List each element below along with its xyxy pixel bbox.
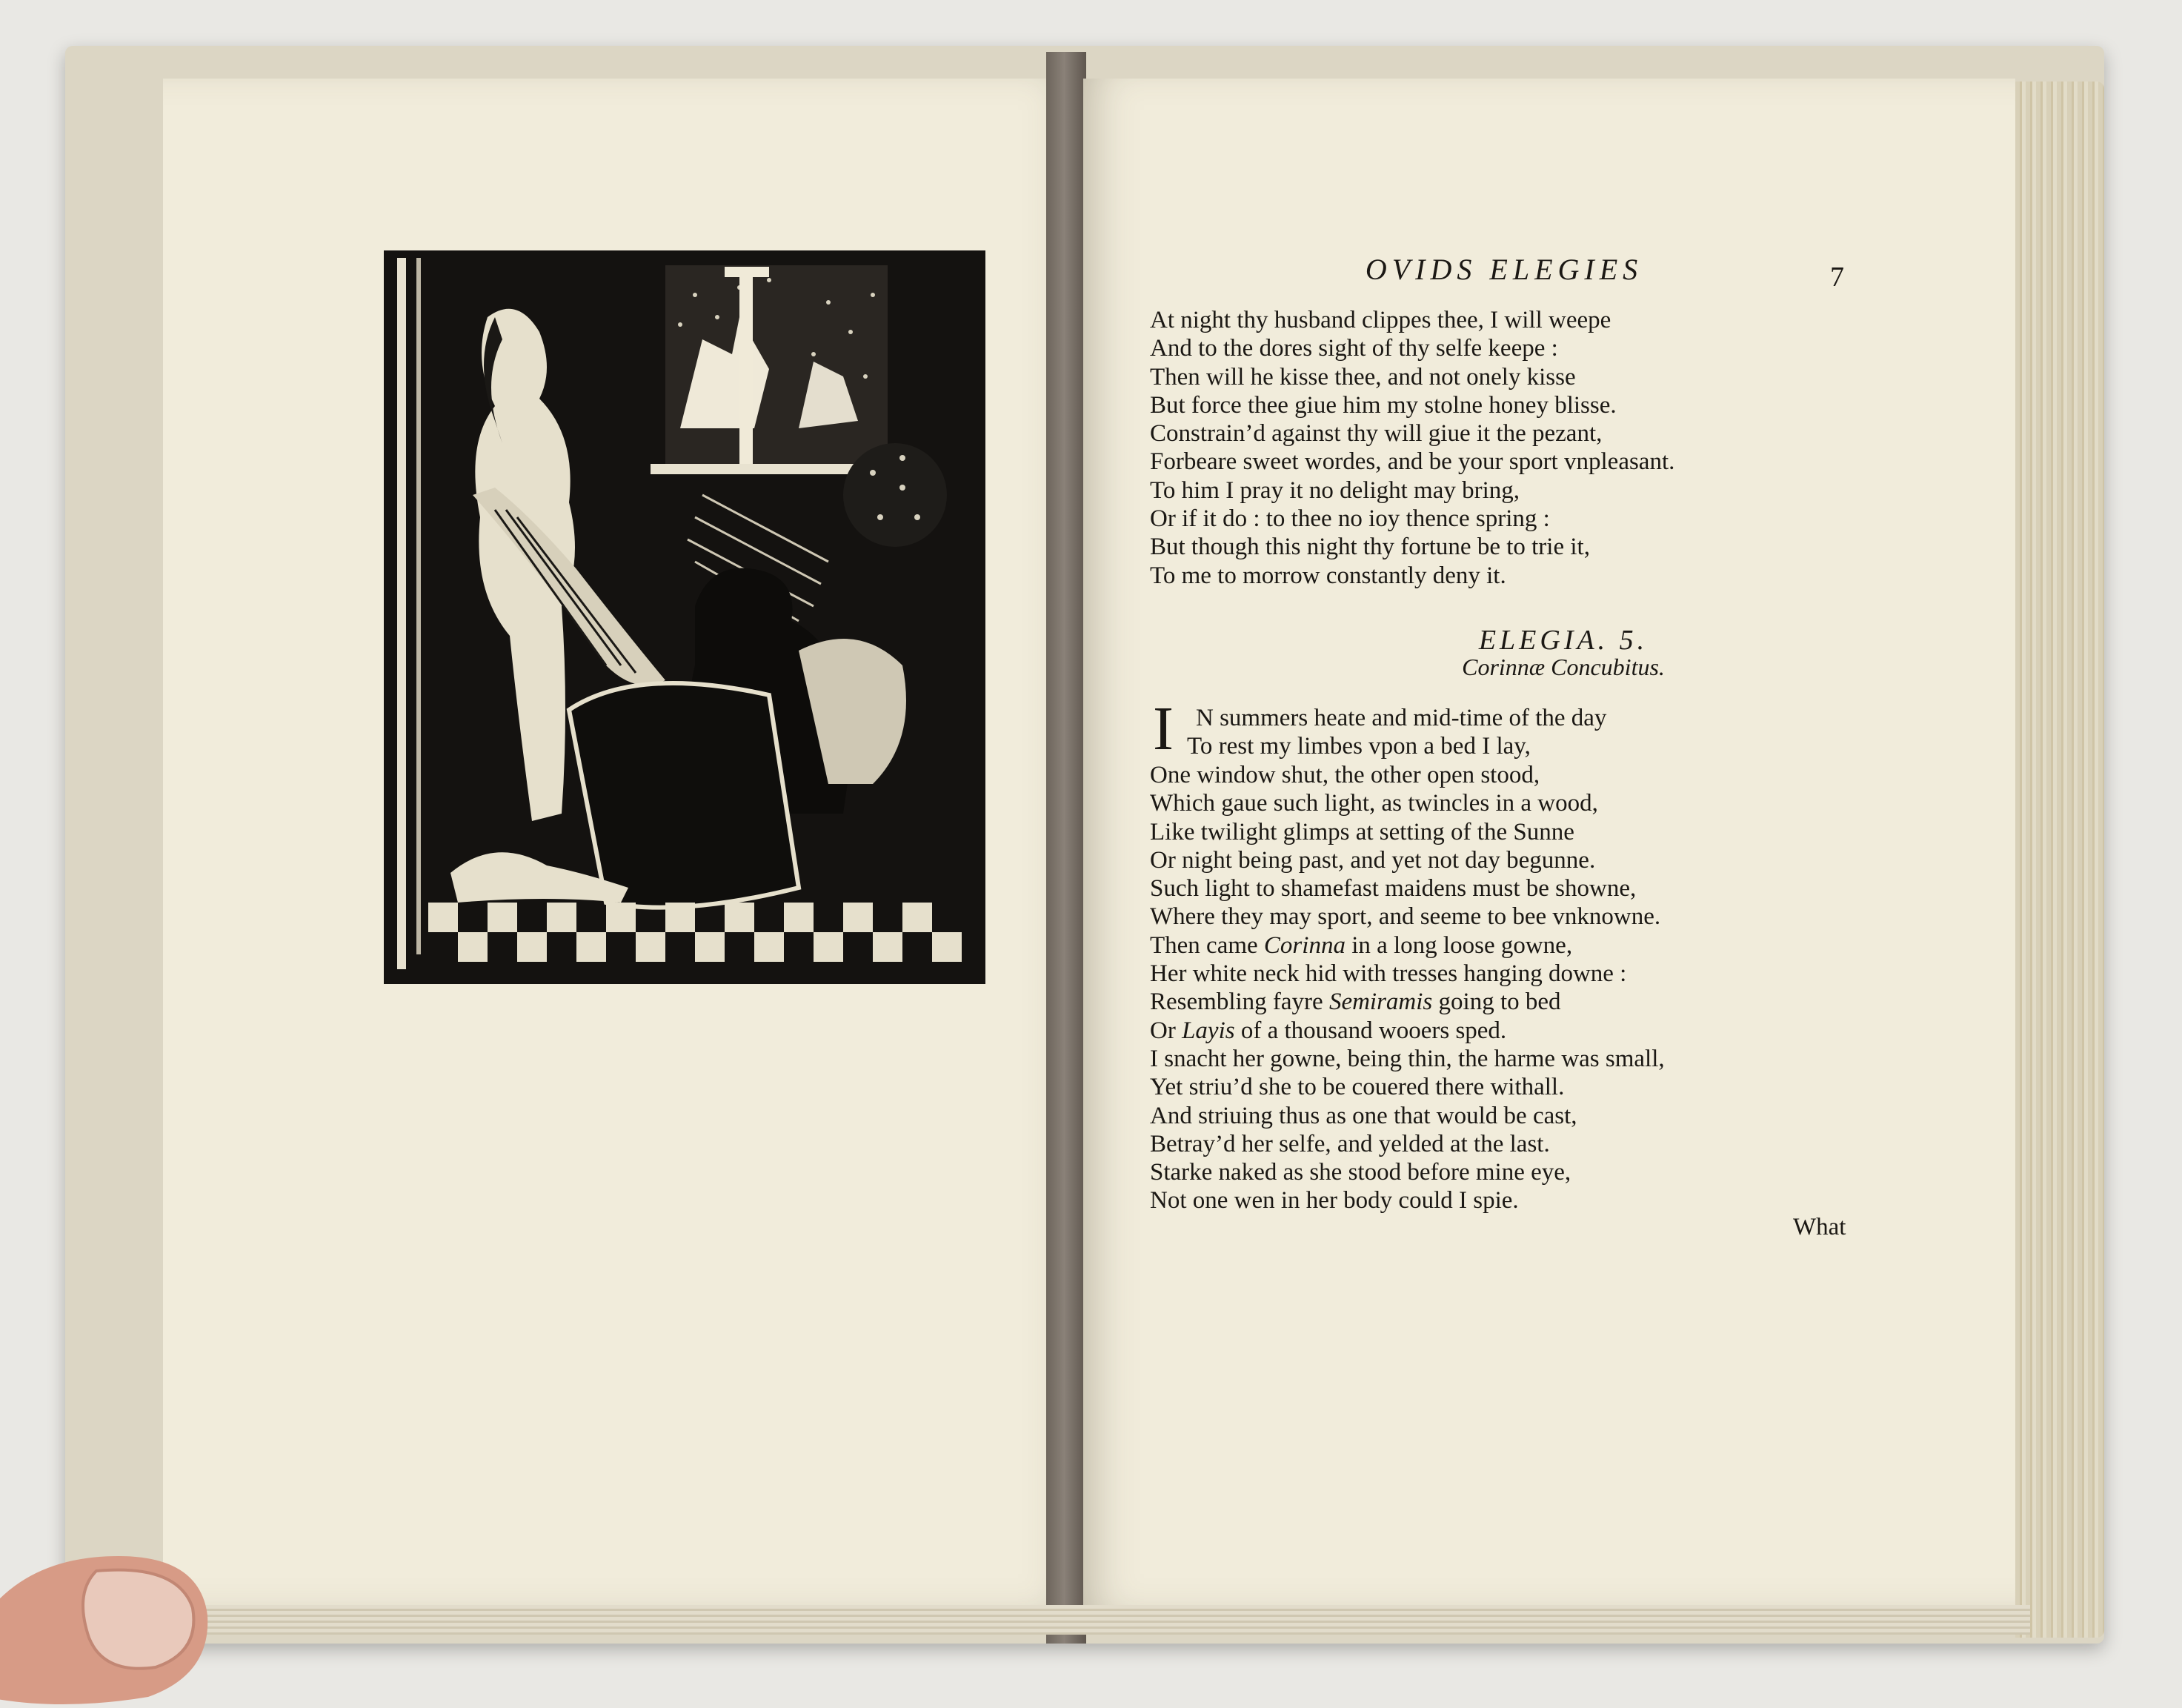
book-spine — [1046, 52, 1086, 1644]
verse-block-main — [1150, 761, 1965, 1215]
verse-line: Betray’d her selfe, and yelded at the last. — [1150, 1130, 1550, 1157]
verse-line: Or Layis of a thousand wooers sped. — [1150, 1017, 1507, 1044]
catchword: What — [1793, 1214, 1846, 1240]
verse-line: Then came Corinna in a long loose gowne, — [1150, 931, 1573, 959]
book-page-edges — [2015, 82, 2104, 1638]
book-bottom-edge — [141, 1605, 2030, 1635]
verse-line: Such light to shamefast maidens must be showne, — [1150, 875, 1637, 903]
verse-line: At night thy husband clippes thee, I will weepe — [1150, 307, 1611, 333]
elegy-heading: ELEGIA. 5. — [1478, 625, 1649, 656]
verse-line: To him I pray it no delight may bring, — [1150, 476, 1520, 504]
verse-line: But force thee giue him my stolne honey blisse. — [1150, 391, 1617, 419]
verse-line: And to the dores sight of thy selfe keepe : — [1150, 335, 1558, 362]
verse-line: To me to morrow constantly deny it. — [1150, 562, 1506, 589]
verse-line: Resembling fayre Semiramis going to bed — [1150, 988, 1561, 1016]
verse-line: One window shut, the other open stood, — [1150, 762, 1540, 788]
verse-line: Not one wen in her body could I spie. — [1150, 1187, 1519, 1214]
elegy-subheading: Corinnæ Concubitus. — [1462, 654, 1665, 680]
verse-line: I snacht her gowne, being thin, the harme was small, — [1150, 1045, 1665, 1072]
woodcut-illustration — [384, 250, 985, 984]
verse-line: Starke naked as she stood before mine eye, — [1150, 1159, 1571, 1186]
verse-line: Which gaue such light, as twincles in a wood, — [1150, 790, 1598, 817]
drop-cap: I — [1153, 694, 1174, 763]
woodcut-image — [384, 250, 985, 984]
verse-line: Or if it do : to thee no ioy thence spring : — [1150, 505, 1550, 533]
verse-line: Constrain’d against thy will giue it the pezant, — [1150, 420, 1603, 448]
page-number: 7 — [1830, 262, 1844, 293]
verse-line: Or night being past, and yet not day begunne. — [1150, 846, 1596, 874]
verse-line: Forbeare sweet wordes, and be your sport vnpleasant. — [1150, 448, 1675, 476]
verse-line: Her white neck hid with tresses hanging downe : — [1150, 960, 1627, 988]
verse-line-first: N summers heate and mid-time of the day — [1196, 705, 1607, 731]
verse-line: Yet striu’d she to be couered there withall. — [1150, 1074, 1565, 1101]
verse-line: Like twilight glimps at setting of the Sunne — [1150, 818, 1574, 845]
verse-line: And striuing thus as one that would be cast, — [1150, 1102, 1577, 1129]
verse-block-top — [1150, 306, 1965, 590]
running-head: OVIDS ELEGIES — [1365, 253, 1643, 286]
verse-line-second: To rest my limbes vpon a bed I lay, — [1187, 733, 1531, 760]
verse-line: Where they may sport, and seeme to bee vnknowne. — [1150, 903, 1661, 931]
verse-line: But though this night thy fortune be to trie it, — [1150, 534, 1590, 561]
verse-line: Then will he kisse thee, and not onely kisse — [1150, 363, 1576, 391]
thumb-holding-page — [0, 1526, 222, 1704]
